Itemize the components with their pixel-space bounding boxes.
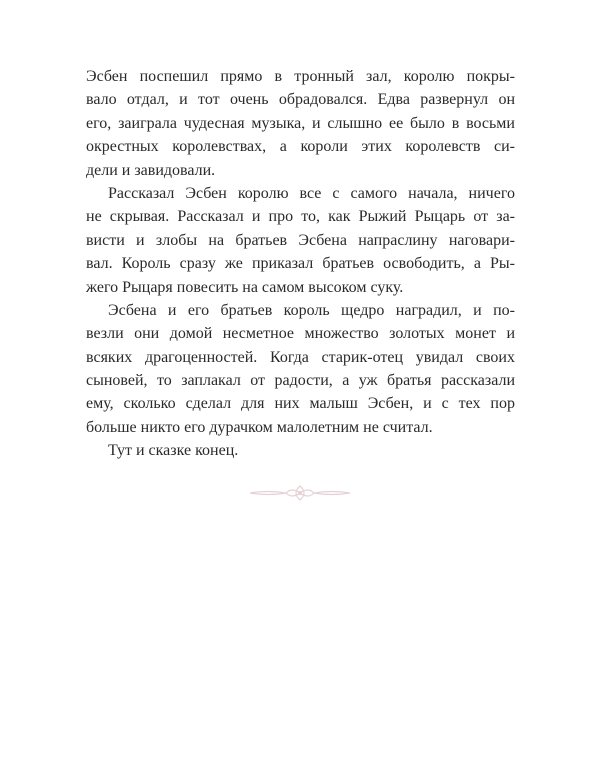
text-line: Тут и сказке конец. xyxy=(108,442,239,460)
text-line: сыновей, то заплакал от радости, а уж братья рассказали xyxy=(86,372,515,390)
text-line: не скрывая. Рассказал и про то, как Рыжий Рыцарь от за- xyxy=(86,208,515,226)
text-line: его, заиграла чудесная музыка, и слышно ее было в восьми xyxy=(86,114,515,132)
text-line: везли они домой несметное множество золотых монет и xyxy=(86,325,515,343)
text-line: жего Рыцаря повесить на самом высоком суку. xyxy=(86,278,404,296)
text-line: Рассказал Эсбен королю все с самого начала, ничего xyxy=(108,184,515,202)
paragraph xyxy=(86,65,515,182)
text-line: висти и злобы на братьев Эсбена напраслину наговари- xyxy=(86,231,515,249)
ornament-divider-icon xyxy=(248,484,352,502)
text-line: всяких драгоценностей. Когда старик-отец увидал своих xyxy=(86,348,515,366)
text-line: ему, сколько сделал для них малыш Эсбен, и с тех пор xyxy=(86,395,515,413)
story-text xyxy=(86,65,515,463)
paragraph xyxy=(86,182,515,299)
text-line: вал. Король сразу же приказал братьев освободить, а Ры- xyxy=(86,255,515,273)
paragraph xyxy=(86,439,515,462)
text-line: окрестных королевствах, а короли этих королевств си- xyxy=(86,138,515,156)
text-line: дели и завидовали. xyxy=(86,161,216,179)
paragraph xyxy=(86,299,515,439)
text-line: Эсбена и его братьев король щедро наградил, и по- xyxy=(108,301,515,319)
text-line: больше никто его дурачком малолетним не считал. xyxy=(86,418,433,436)
text-line: Эсбен поспешил прямо в тронный зал, королю покры- xyxy=(86,68,515,85)
text-line: вало отдал, и тот очень обрадовался. Едва развернул он xyxy=(86,91,515,109)
